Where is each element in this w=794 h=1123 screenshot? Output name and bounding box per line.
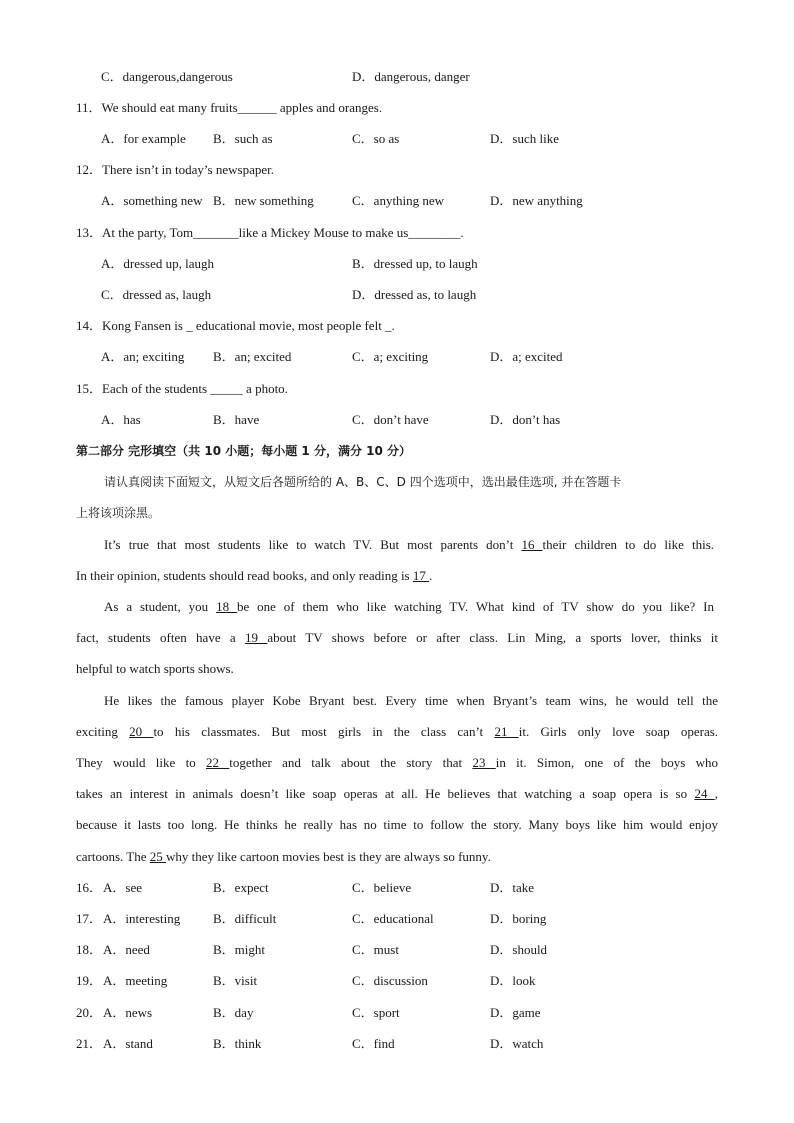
blank-21: 21 <box>494 724 519 739</box>
passage-p3-line4: takes an interest in animals doesn’t like soap operas at all. He believes that watching a soap opera is so 24 , <box>76 786 718 801</box>
cloze-18-number: 18． <box>76 942 103 957</box>
cloze-17-option-a: A．interesting <box>103 911 181 926</box>
cloze-18-option-c: C．must <box>352 942 399 957</box>
q15-option-c: C．don’t have <box>352 412 429 427</box>
q15-option-b: B．have <box>213 412 260 427</box>
cloze-19-number: 19． <box>76 973 103 988</box>
q13-option-d: D．dressed as, to laugh <box>352 287 477 302</box>
cloze-16-option-d: D．take <box>490 880 535 895</box>
q11-option-b: B．such as <box>213 131 273 146</box>
passage-p1-line1: It’s true that most students like to watch TV. But most parents don’t 16 their children to do like this. <box>104 537 715 552</box>
cloze-20-option-c: C．sport <box>352 1005 400 1020</box>
cloze-17-option-d: D．boring <box>490 911 547 926</box>
cloze-16-option-c: C．believe <box>352 880 412 895</box>
passage-p1-line2: In their opinion, students should read books, and only reading is 17 . <box>76 568 433 583</box>
q11-option-d: D．such like <box>490 131 559 146</box>
q15-stem: 15．Each of the students _____ a photo. <box>76 381 288 396</box>
q12-option-a: A．something new <box>101 193 203 208</box>
blank-18: 18 <box>216 599 237 614</box>
q12-option-d: D．new anything <box>490 193 583 208</box>
blank-17: 17 <box>412 568 430 583</box>
cloze-20-option-d: D．game <box>490 1005 541 1020</box>
blank-20: 20 <box>129 724 154 739</box>
cloze-17-option-c: C．educational <box>352 911 434 926</box>
cloze-20-option-a: A．news <box>103 1005 153 1020</box>
q15-option-d: D．don’t has <box>490 412 561 427</box>
q13-stem: 13．At the party, Tom_______like a Mickey Mouse to make us________. <box>76 225 464 240</box>
cloze-18-option-d: D．should <box>490 942 548 957</box>
cloze-19-option-d: D．look <box>490 973 536 988</box>
cloze-21-option-c: C．find <box>352 1036 395 1051</box>
blank-16: 16 <box>521 537 543 552</box>
cloze-21-option-b: B．think <box>213 1036 262 1051</box>
section-instruction-line1: 请认真阅读下面短文，从短文后各题所给的 A、B、C、D 四个选项中，选出最佳选项, 并在答题卡 <box>104 475 622 489</box>
q13-option-c: C．dressed as, laugh <box>101 287 212 302</box>
cloze-17-number: 17． <box>76 911 103 926</box>
q12-option-c: C．anything new <box>352 193 445 208</box>
passage-p3-line5: because it lasts too long. He thinks he really has no time to follow the story. Many boys like him would enjoy <box>76 817 718 832</box>
passage-p2-line1: As a student, you 18 be one of them who like watching TV. What kind of TV show do you like? In <box>104 599 714 614</box>
blank-24: 24 <box>694 786 715 801</box>
blank-22: 22 <box>205 755 230 770</box>
passage-p3-line6: cartoons. The 25 why they like cartoon movies best is they are always so funny. <box>76 849 491 864</box>
q14-option-a: A．an; exciting <box>101 349 185 364</box>
q11-option-c: C．so as <box>352 131 400 146</box>
cloze-19-option-c: C．discussion <box>352 973 428 988</box>
passage-p2-line2: fact, students often have a 19 about TV shows before or after class. Lin Ming, a sports lover, thinks it <box>76 630 719 645</box>
q13-option-a: A．dressed up, laugh <box>101 256 215 271</box>
q12-option-b: B．new something <box>213 193 314 208</box>
cloze-16-option-a: A．see <box>103 880 142 895</box>
q14-option-b: B．an; excited <box>213 349 292 364</box>
q14-option-d: D．a; excited <box>490 349 563 364</box>
cloze-17-option-b: B．difficult <box>213 911 277 926</box>
q11-option-a: A．for example <box>101 131 186 146</box>
cloze-18-option-b: B．might <box>213 942 266 957</box>
passage-p3-line2: exciting 20 to his classmates. But most girls in the class can’t 21 it. Girls only love soap operas. <box>76 724 719 739</box>
cloze-16-option-b: B．expect <box>213 880 269 895</box>
passage-p2-line3: helpful to watch sports shows. <box>76 661 234 676</box>
cloze-20-option-b: B．day <box>213 1005 254 1020</box>
q11-stem: 11．We should eat many fruits______ apples and oranges. <box>76 100 383 115</box>
q10-option-c: C．dangerous,dangerous <box>101 69 233 84</box>
section-instruction-line2: 上将该项涂黑。 <box>76 506 161 520</box>
cloze-21-number: 21． <box>76 1036 103 1051</box>
cloze-20-number: 20． <box>76 1005 103 1020</box>
cloze-18-option-a: A．need <box>103 942 150 957</box>
cloze-16-number: 16． <box>76 880 103 895</box>
cloze-21-option-a: A．stand <box>103 1036 153 1051</box>
q15-option-a: A．has <box>101 412 141 427</box>
passage-p3-line1: He likes the famous player Kobe Bryant best. Every time when Bryant’s team wins, he would tell the <box>104 693 718 708</box>
q14-stem: 14．Kong Fansen is _ educational movie, most people felt _. <box>76 318 395 333</box>
cloze-19-option-a: A．meeting <box>103 973 168 988</box>
cloze-19-option-b: B．visit <box>213 973 258 988</box>
cloze-21-option-d: D．watch <box>490 1036 544 1051</box>
section-heading: 第二部分 完形填空（共 10 小题；每小题 1 分，满分 10 分） <box>76 444 411 458</box>
blank-25: 25 <box>149 849 167 864</box>
blank-19: 19 <box>245 630 268 645</box>
passage-p3-line3: They would like to 22 together and talk about the story that 23 in it. Simon, one of the boys who <box>76 755 718 770</box>
q13-option-b: B．dressed up, to laugh <box>352 256 478 271</box>
q14-option-c: C．a; exciting <box>352 349 429 364</box>
blank-23: 23 <box>472 755 496 770</box>
q10-option-d: D．dangerous, danger <box>352 69 470 84</box>
q12-stem: 12．There isn’t in today’s newspaper. <box>76 162 274 177</box>
